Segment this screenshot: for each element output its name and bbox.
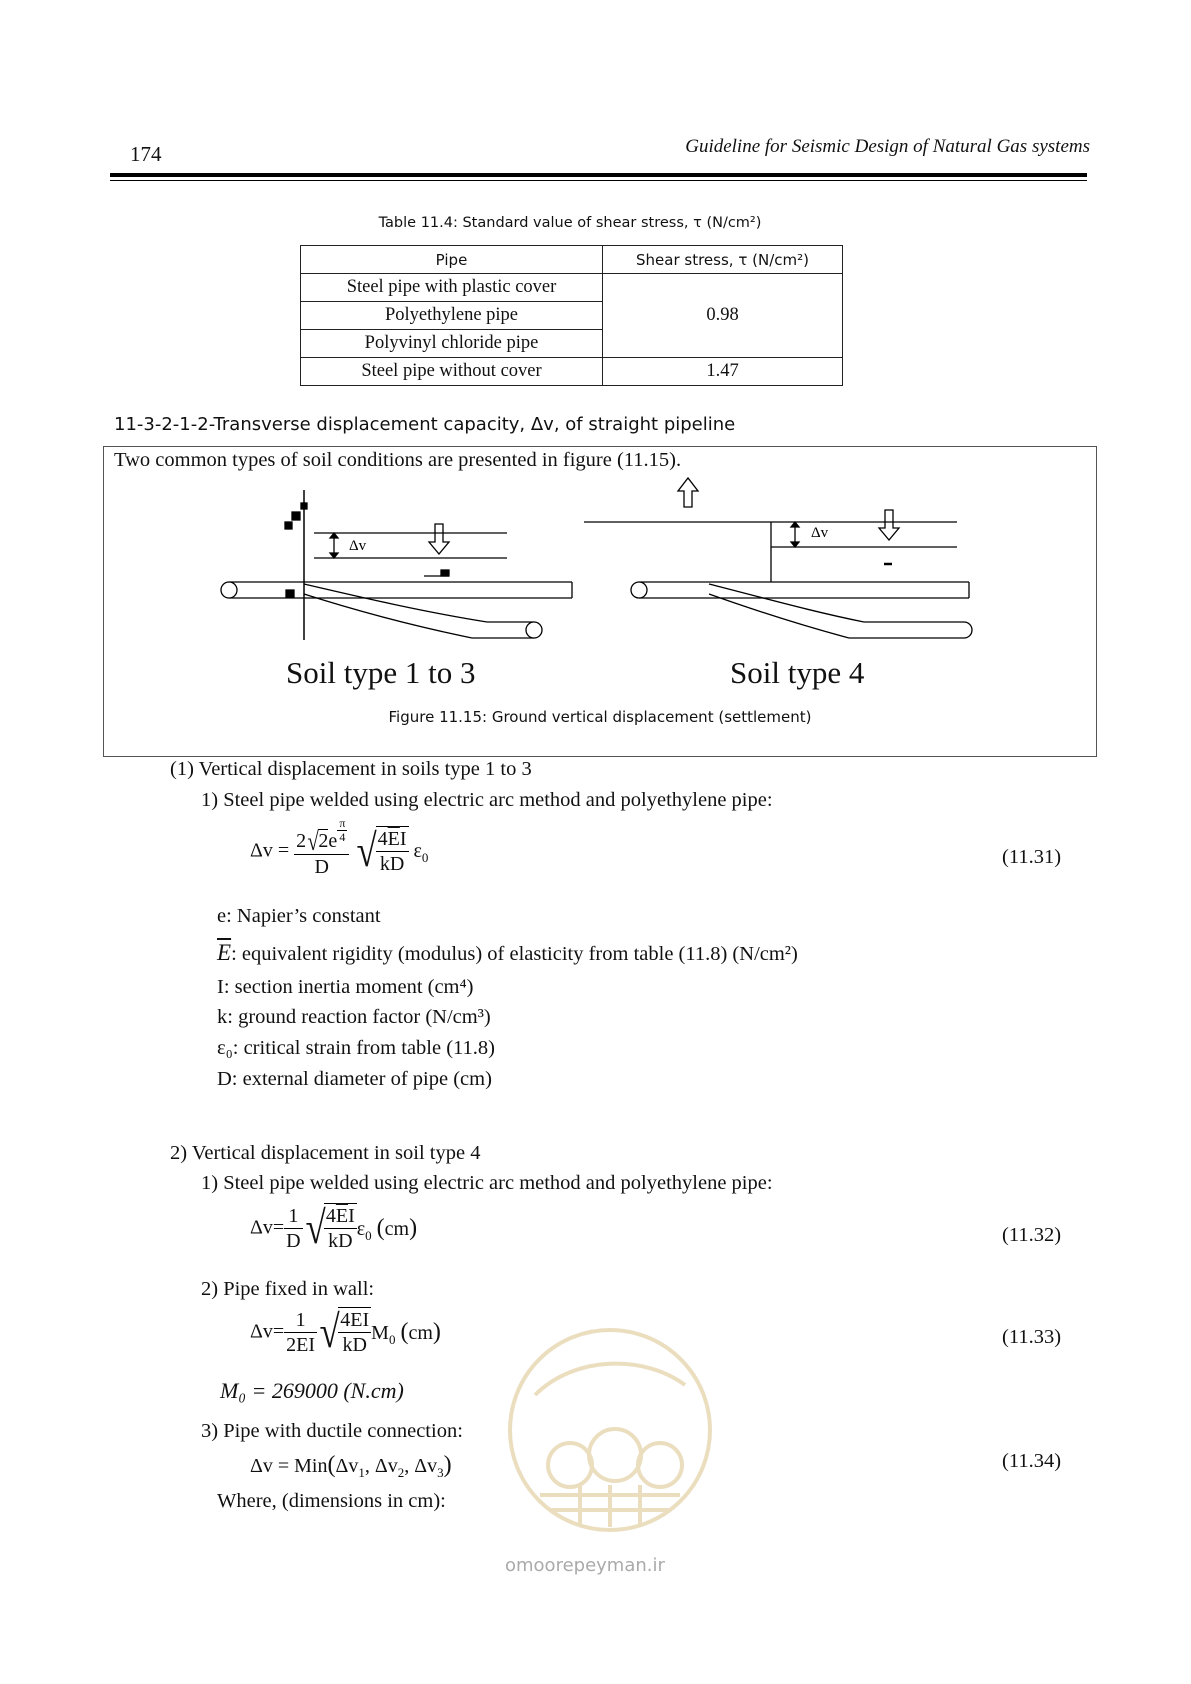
soil-type-4-diagram: [584, 478, 972, 638]
delta-v-label-right: Δv: [811, 525, 829, 541]
watermark-text: omoorepeyman.ir: [505, 1555, 665, 1576]
header-rule: [110, 173, 1087, 177]
where-text: Where, (dimensions in cm):: [217, 1490, 446, 1512]
equation-number-11-31: (11.31): [1002, 846, 1062, 868]
table-header-row: [301, 246, 843, 274]
figure-caption: Figure 11.15: Ground vertical displacement (settlement): [388, 708, 812, 726]
equation-number-11-33: (11.33): [1002, 1326, 1062, 1348]
definition-e-bar-text: : equivalent rigidity (modulus) of elasticity from table (11.8) (N/cm²): [231, 943, 798, 965]
table-cell-value-last: 1.47: [603, 358, 843, 386]
soil-type-4-label: Soil type 4: [730, 655, 865, 690]
definition-e-bar: [217, 940, 798, 966]
shear-stress-table: [300, 245, 843, 386]
table-row: [301, 358, 843, 386]
definition-d: D: external diameter of pipe (cm): [217, 1068, 492, 1090]
delta-v-label-left: Δv: [349, 538, 367, 554]
equation-11-34: $\Delta v = Min(\Delta v_1$, $\Delta v_2$, $\Delta v_3$): [250, 1452, 452, 1480]
watermark-logo-icon: [495, 1315, 725, 1545]
table-caption: Table 11.4: Standard value of shear stress, τ (N/cm²): [378, 215, 762, 231]
equation-11-31: Δv = 2√2e $^{\frac{\pi}{4}}$ D √ $\frac{4\overline{E}I}{kD}$ $\varepsilon_0$: [250, 816, 429, 879]
running-title: Guideline for Seismic Design of Natural Gas systems: [685, 136, 1090, 157]
table-cell-value-group: 0.98: [603, 274, 843, 358]
soil-type-1-3-label: Soil type 1 to 3: [286, 655, 476, 690]
table-cell-pipe: Polyethylene pipe: [301, 302, 603, 330]
e-bar-symbol: $\overline{E}$: [217, 940, 232, 965]
definition-e: e: Napier’s constant: [217, 905, 381, 927]
equation-11-32: Δv= $\frac{1}{D}$ √ $\frac{4\overline{E}I}{kD}$ $\varepsilon_0$ (cm): [250, 1202, 418, 1253]
item-1-subheading: 1) Steel pipe welded using electric arc method and polyethylene pipe:: [201, 789, 773, 811]
section-heading: 11-3-2-1-2-Transverse displacement capacity, Δv, of straight pipeline: [114, 414, 736, 435]
item-2-heading: 2) Vertical displacement in soil type 4: [170, 1142, 481, 1164]
table-cell-pipe: Polyvinyl chloride pipe: [301, 330, 603, 358]
page-number: 174: [130, 142, 162, 166]
figure-intro-text: Two common types of soil conditions are presented in figure (11.15).: [114, 449, 682, 471]
definition-k: k: ground reaction factor (N/cm³): [217, 1006, 491, 1028]
table-cell-pipe: Steel pipe with plastic cover: [301, 274, 603, 302]
soil-type-1-3-diagram: [221, 490, 572, 640]
m0-value: M₀ = 269000 (N.cm): [220, 1378, 404, 1403]
table-header-shear-stress: Shear stress, τ (N/cm²): [603, 246, 843, 274]
item-2-subheading-3: 3) Pipe with ductile connection:: [201, 1420, 463, 1442]
table-row: [301, 274, 843, 302]
table-cell-pipe: Steel pipe without cover: [301, 358, 603, 386]
item-2-subheading-2: 2) Pipe fixed in wall:: [201, 1278, 375, 1300]
table-header-pipe: Pipe: [301, 246, 603, 274]
equation-number-11-34: (11.34): [1002, 1450, 1062, 1472]
settlement-figure: [104, 470, 1094, 650]
item-1-heading: (1) Vertical displacement in soils type 1 to 3: [170, 758, 532, 780]
definition-epsilon: ε₀: critical strain from table (11.8): [217, 1037, 495, 1059]
equation-number-11-32: (11.32): [1002, 1224, 1062, 1246]
definition-i: I: section inertia moment (cm⁴): [217, 976, 474, 998]
equation-11-33: Δv= $\frac{1}{2EI}$ √ $\frac{4EI}{kD}$ $M_0$ (cm): [250, 1306, 441, 1357]
header-rule-thin: [110, 180, 1087, 181]
item-2-subheading-1: 1) Steel pipe welded using electric arc method and polyethylene pipe:: [201, 1172, 773, 1194]
